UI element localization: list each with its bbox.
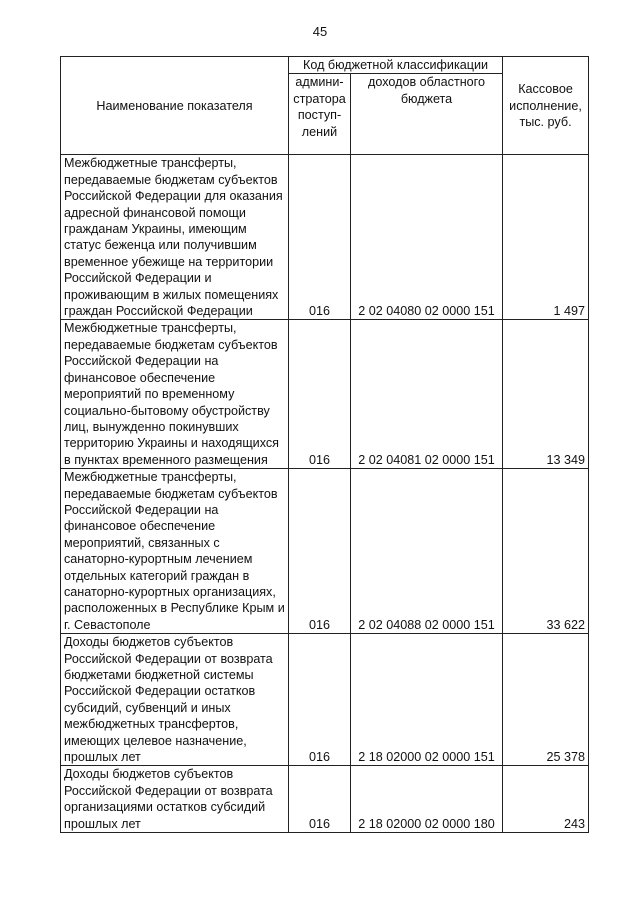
cash-execution-cell: 33 622 (503, 469, 589, 634)
administrator-code-cell: 016 (289, 469, 351, 634)
header-code-group: Код бюджетной классификации (289, 57, 503, 74)
income-code-cell: 2 02 04081 02 0000 151 (351, 320, 503, 469)
table-row (61, 469, 589, 634)
income-code-cell: 2 18 02000 02 0000 180 (351, 766, 503, 833)
header-execution-column: Кассовое исполнение, тыс. руб. (503, 57, 589, 155)
administrator-code-cell: 016 (289, 634, 351, 766)
table-row (61, 766, 589, 833)
administrator-code-cell: 016 (289, 155, 351, 320)
cash-execution-cell: 1 497 (503, 155, 589, 320)
administrator-code-cell: 016 (289, 320, 351, 469)
indicator-name-cell: Доходы бюджетов субъектов Российской Федерации от возврата бюджетами бюджетной системы Российской Федерации остатков субсидий, субвенций и иных межбюджетных трансфертов, имеющих целевое назначение, прошлых лет (61, 634, 289, 766)
cash-execution-cell: 25 378 (503, 634, 589, 766)
administrator-code-cell: 016 (289, 766, 351, 833)
table-row (61, 155, 589, 320)
table-body (61, 155, 589, 833)
table-header-row-1 (61, 57, 589, 74)
header-name-column: Наименование показателя (61, 57, 289, 155)
header-administrator-column: админи-стратора поступ-лений (289, 74, 351, 155)
table-row (61, 634, 589, 766)
table-row (61, 320, 589, 469)
income-code-cell: 2 02 04080 02 0000 151 (351, 155, 503, 320)
indicator-name-cell: Межбюджетные трансферты, передаваемые бюджетам субъектов Российской Федерации для оказания адресной финансовой помощи гражданам Украины, имеющим статус беженца или получившим временное убежище на территории Российской Федерации и проживающим в жилых помещениях граждан Российской Федерации (61, 155, 289, 320)
indicator-name-cell: Доходы бюджетов субъектов Российской Федерации от возврата организациями остатков субсидий прошлых лет (61, 766, 289, 833)
indicator-name-cell: Межбюджетные трансферты, передаваемые бюджетам субъектов Российской Федерации на финансовое обеспечение мероприятий по временному социально-бытовому обустройству лиц, вынужденно покинувших территорию Украины и находящихся в пунктах временного размещения (61, 320, 289, 469)
cash-execution-cell: 243 (503, 766, 589, 833)
budget-table (60, 56, 589, 833)
income-code-cell: 2 18 02000 02 0000 151 (351, 634, 503, 766)
cash-execution-cell: 13 349 (503, 320, 589, 469)
page-number: 45 (312, 24, 328, 39)
indicator-name-cell: Межбюджетные трансферты, передаваемые бюджетам субъектов Российской Федерации на финансовое обеспечение мероприятий, связанных с санаторно-курортным лечением отдельных категорий граждан в санаторно-курортных организациях, расположенных в Республике Крым и г. Севастополе (61, 469, 289, 634)
income-code-cell: 2 02 04088 02 0000 151 (351, 469, 503, 634)
header-income-column: доходов областного бюджета (351, 74, 503, 155)
